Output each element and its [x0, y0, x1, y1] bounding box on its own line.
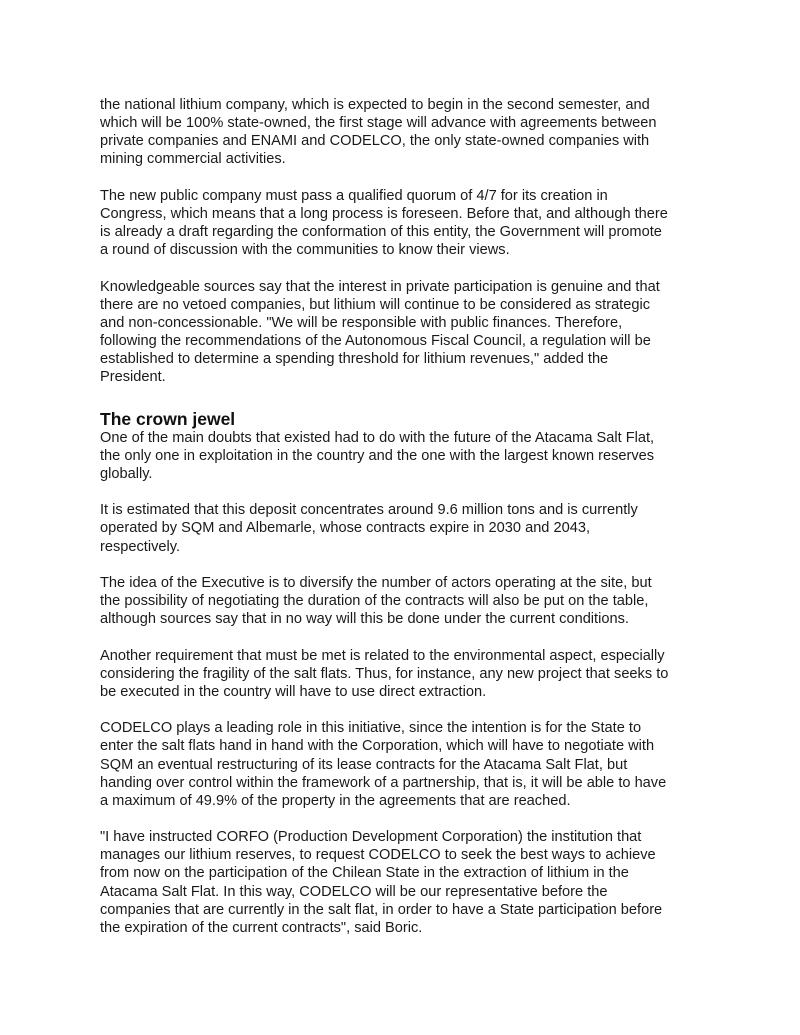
paragraph-codelco-role: CODELCO plays a leading role in this initiative, since the intention is for the State to enter the salt flats hand in hand with the Corporation, which will have to negotiate with SQM an eventual restructuring of its lease contracts for the Atacama Salt Flat, but handing over control within the framework of a partnership, that is, it will be able to have a maximum of 49.9% of the property in the agreements that are reached.	[100, 720, 667, 809]
paragraph-qualified-quorum: The new public company must pass a qualified quorum of 4/7 for its creation in Congress, which means that a long process is foreseen. Before that, and although there is already a draft regarding the conformation of this entity, the Government will promote a round of discussion with the communities to know their views.	[100, 187, 668, 259]
document-page	[100, 96, 700, 955]
paragraph-deposit-estimate: It is estimated that this deposit concentrates around 9.6 million tons and is currently operated by SQM and Albemarle, whose contracts expire in 2030 and 2043, respectively.	[100, 502, 638, 555]
section-heading: The crown jewel	[100, 408, 236, 429]
paragraph-boric-quote: "I have instructed CORFO (Production Development Corporation) the institution that manages our lithium reserves, to request CODELCO to seek the best ways to achieve from now on the participation of the Chilean State in the extraction of lithium in the Atacama Salt Flat. In this way, CODELCO will be our representative before the companies that are currently in the salt flat, in order to have a State participation before the expiration of the current contracts", said Boric.	[100, 829, 663, 936]
paragraph-private-participation: Knowledgeable sources say that the interest in private participation is genuine and that there are no vetoed companies, but lithium will continue to be considered as strategic and non-concessionable. "We will be responsible with public finances. Therefore, following the recommendations of the Autonomous Fiscal Council, a regulation will be established to determine a spending threshold for lithium revenues," added the President.	[100, 278, 660, 386]
paragraph-national-lithium-company: the national lithium company, which is expected to begin in the second semester, and which will be 100% state-owned, the first stage will advance with agreements between private companies and ENAMI and CODELCO, the only state-owned companies with mining commercial activities.	[100, 97, 657, 168]
paragraph-diversify-actors: The idea of the Executive is to diversify the number of actors operating at the site, but the possibility of negotiating the duration of the contracts will also be put on the table, although sources say that in no way will this be done under the current conditions.	[100, 574, 652, 628]
paragraph-environmental-requirement: Another requirement that must be met is related to the environmental aspect, especially considering the fragility of the salt flats. Thus, for instance, any new project that seeks to be executed in the country will have to use direct extraction.	[100, 647, 669, 700]
paragraph-atacama-doubts: One of the main doubts that existed had to do with the future of the Atacama Salt Flat, the only one in exploitation in the country and the one with the largest known reserves globally.	[100, 429, 655, 482]
